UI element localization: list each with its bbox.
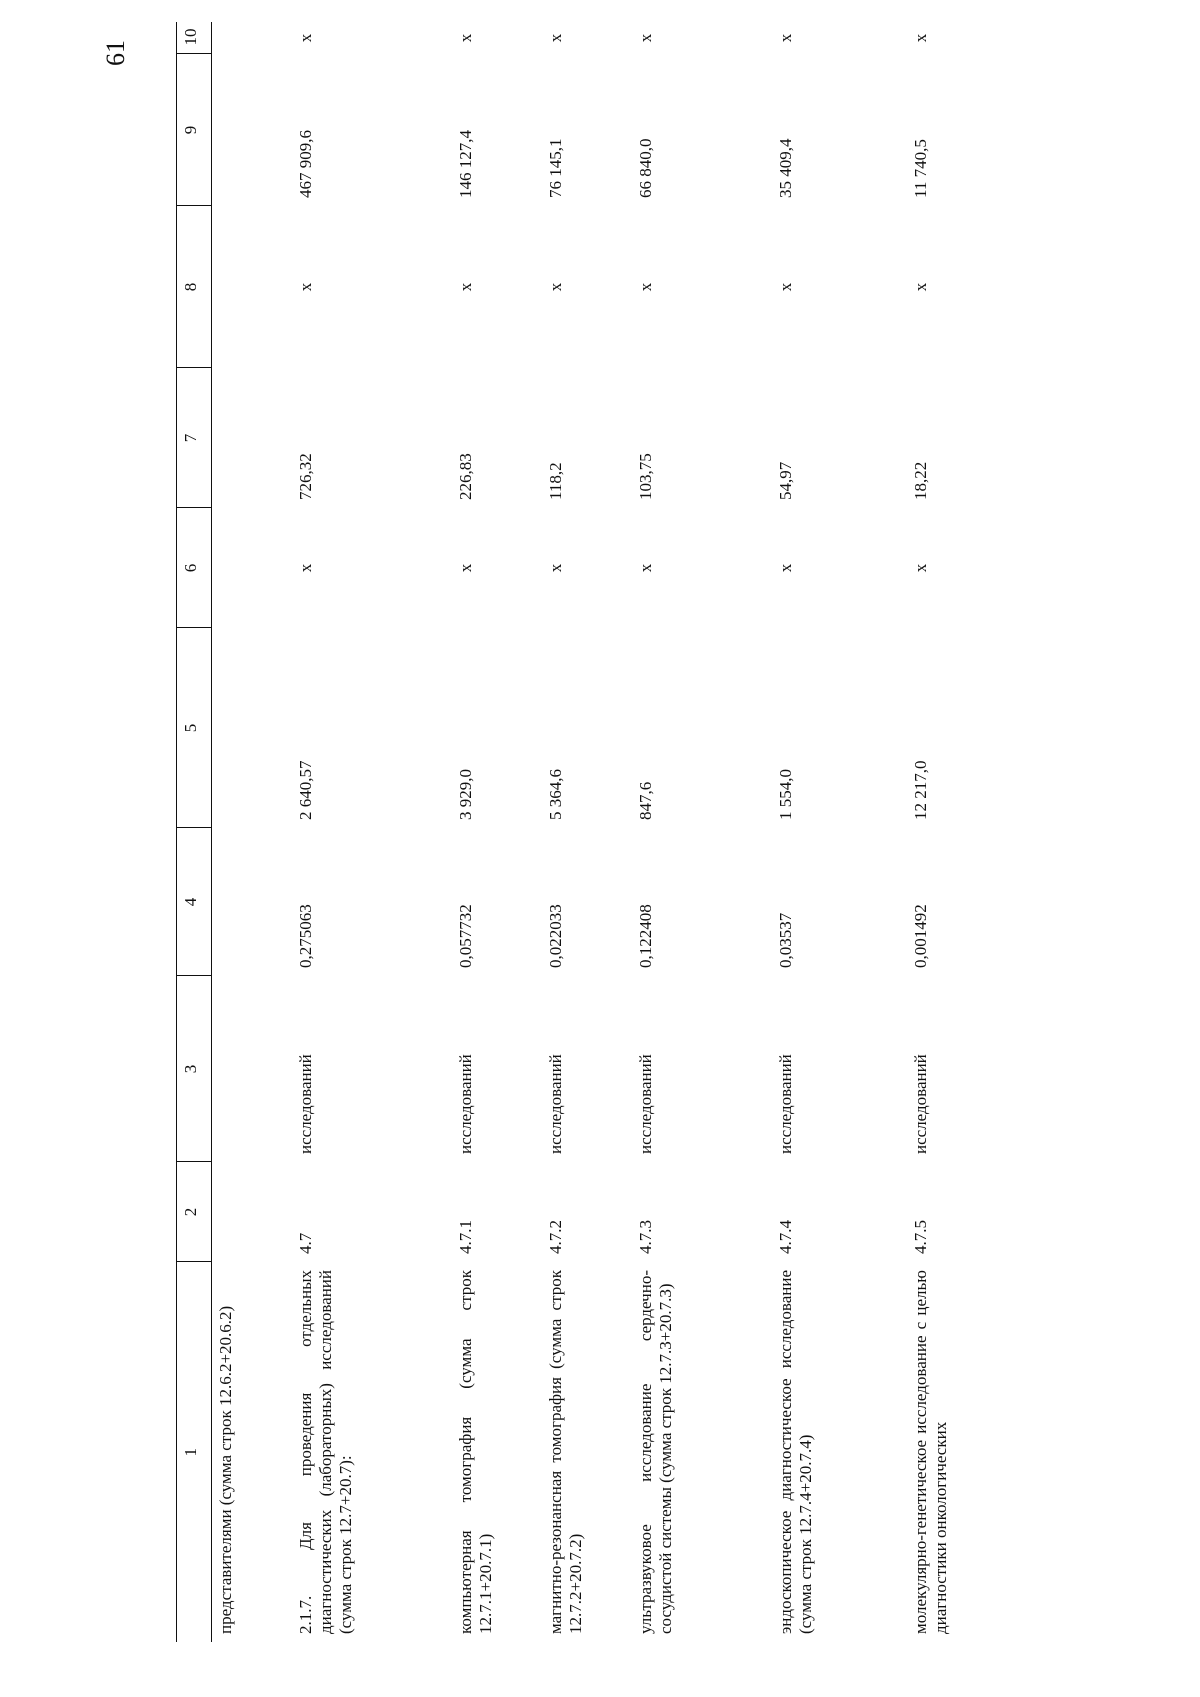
table-row [542, 22, 632, 1642]
column-header: 3 [177, 976, 212, 1162]
row-col6: х [545, 563, 565, 573]
row-unit: исследований [635, 1054, 655, 1154]
rotated-table-wrapper [176, 22, 996, 1642]
row-code: 4.7.2 [545, 1220, 565, 1254]
row-col5: 1 554,0 [775, 769, 795, 820]
row-col4: 0,275063 [295, 904, 315, 968]
row-col9: 467 909,6 [295, 130, 315, 198]
row-col7: 18,22 [910, 461, 930, 500]
row-name: 2.1.7. Для проведения отдельных диагностических (лабораторных) исследований (сумма строк 12.7+20.7): [295, 1270, 356, 1634]
row-col10: х [545, 33, 565, 43]
row-col6: х [910, 563, 930, 573]
row-col7: 103,75 [635, 453, 655, 500]
column-header: 5 [177, 628, 212, 828]
row-col8: х [545, 282, 565, 292]
row-col5: 5 364,6 [545, 769, 565, 820]
row-name: компьютерная томография (сумма строк 12.7.1+20.7.1) [455, 1270, 495, 1634]
row-col7: 118,2 [545, 462, 565, 500]
row-name: ультразвуковое исследование сердечно-сосудистой системы (сумма строк 12.7.3+20.7.3) [635, 1270, 675, 1634]
table-row [772, 22, 907, 1642]
row-col4: 0,001492 [910, 904, 930, 968]
row-unit: исследований [910, 1054, 930, 1154]
row-col10: х [635, 33, 655, 43]
row-col6: х [775, 563, 795, 573]
row-col4: 0,057732 [455, 904, 475, 968]
row-col8: х [295, 282, 315, 292]
row-col10: х [455, 33, 475, 43]
row-col8: х [635, 282, 655, 292]
column-header: 10 [177, 22, 212, 54]
row-col4 [212, 828, 292, 976]
row-col8: х [455, 282, 475, 292]
column-header: 9 [177, 54, 212, 206]
row-col4: 0,03537 [775, 912, 795, 968]
row-name: эндоскопическое диагностическое исследование (сумма строк 12.7.4+20.7.4) [775, 1270, 815, 1634]
row-col10 [212, 22, 292, 54]
row-col9: 76 145,1 [545, 138, 565, 198]
column-header: 1 [177, 1262, 212, 1642]
table-row [632, 22, 772, 1642]
column-header: 6 [177, 508, 212, 628]
row-code: 4.7.4 [775, 1220, 795, 1254]
row-col5: 2 640,57 [295, 760, 315, 820]
row-unit: исследований [775, 1054, 795, 1154]
table-row [452, 22, 542, 1642]
row-col4: 0,022033 [545, 904, 565, 968]
row-unit: исследований [545, 1054, 565, 1154]
row-col8 [212, 206, 292, 368]
row-col9: 66 840,0 [635, 138, 655, 198]
row-col10: х [295, 33, 315, 43]
row-unit: исследований [295, 1054, 315, 1154]
header-row [177, 22, 212, 1642]
row-col10: х [910, 33, 930, 43]
column-header: 2 [177, 1162, 212, 1262]
row-col7: 226,83 [455, 453, 475, 500]
row-col6: х [635, 563, 655, 573]
row-col7 [212, 368, 292, 508]
row-name: молекулярно-генетическое исследование с целью диагностики онкологических [910, 1270, 950, 1634]
row-code: 4.7.3 [635, 1220, 655, 1254]
row-unit: исследований [455, 1054, 475, 1154]
table-row [292, 22, 452, 1642]
row-col4: 0,122408 [635, 904, 655, 968]
row-col6 [212, 508, 292, 628]
row-col8: х [910, 282, 930, 292]
row-name: магнитно-резонансная томография (сумма строк 12.7.2+20.7.2) [545, 1270, 585, 1634]
row-code: 4.7.1 [455, 1220, 475, 1254]
row-col5 [212, 628, 292, 828]
page-number: 61 [101, 40, 130, 66]
row-col6: х [295, 563, 315, 573]
table-row [212, 22, 292, 1642]
row-col5: 12 217,0 [910, 760, 930, 820]
row-unit [212, 976, 292, 1162]
column-header: 7 [177, 368, 212, 508]
row-col10: х [775, 33, 795, 43]
row-col7: 726,32 [295, 453, 315, 500]
row-name: представителями (сумма строк 12.6.2+20.6.2) [216, 1305, 235, 1634]
row-col9: 11 740,5 [910, 139, 930, 198]
table-row [907, 22, 997, 1642]
row-col9 [212, 54, 292, 206]
row-code: 4.7 [295, 1232, 315, 1254]
row-col9: 146 127,4 [455, 130, 475, 198]
row-col9: 35 409,4 [775, 138, 795, 198]
row-code: 4.7.5 [910, 1220, 930, 1254]
row-col5: 3 929,0 [455, 769, 475, 820]
row-col6: х [455, 563, 475, 573]
row-col7: 54,97 [775, 461, 795, 500]
row-col5: 847,6 [635, 781, 655, 820]
row-code [212, 1162, 292, 1262]
data-table [176, 22, 996, 1642]
column-header: 4 [177, 828, 212, 976]
row-col8: х [775, 282, 795, 292]
column-header: 8 [177, 206, 212, 368]
